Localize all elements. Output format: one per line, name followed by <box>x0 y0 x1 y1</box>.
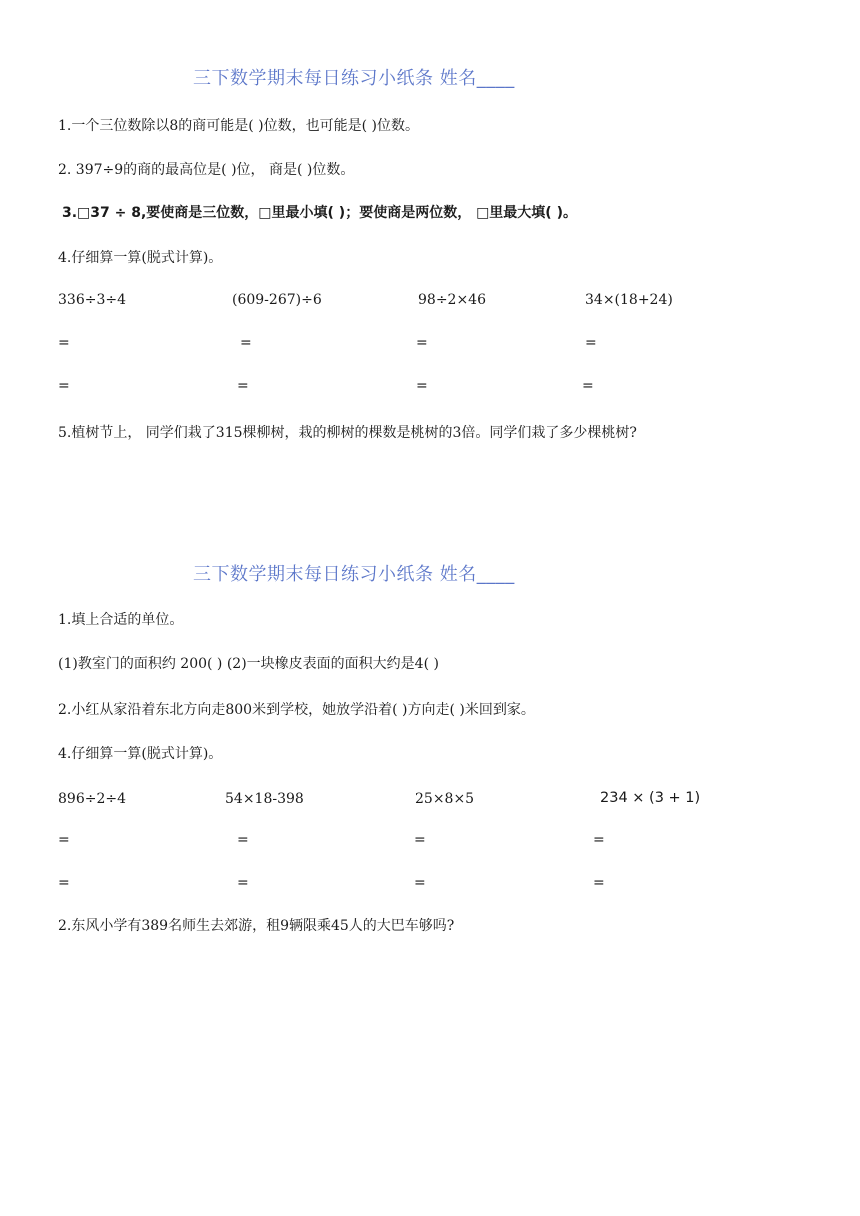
sheet1-equals-r1c3: = <box>416 335 428 351</box>
sheet2-calc-4: 234 × (3 + 1) <box>600 790 701 806</box>
sheet2-question-2: 2.小红从家沿着东北方向走800米到学校，她放学沿着( )方向走( )米回到家。 <box>58 702 535 718</box>
sheet1-equals-r2c4: = <box>582 378 594 394</box>
sheet2-equals-r1c4: = <box>593 832 605 848</box>
sheet2-calc-2: 54×18-398 <box>225 791 304 807</box>
sheet1-equals-r1c1: = <box>58 335 70 351</box>
sheet2-equals-r1c2: = <box>237 832 249 848</box>
sheet1-calc-2: (609-267)÷6 <box>232 292 322 308</box>
sheet1-title: 三下数学期末每日练习小纸条 姓名____ <box>193 68 515 89</box>
sheet2-equals-r1c1: = <box>58 832 70 848</box>
sheet2-equals-r1c3: = <box>414 832 426 848</box>
sheet2-question-5: 2.东风小学有389名师生去郊游，租9辆限乘45人的大巴车够吗? <box>58 918 455 934</box>
sheet2-calc-3: 25×8×5 <box>415 791 475 807</box>
sheet1-calc-4: 34×(18+24) <box>585 292 673 308</box>
sheet2-equals-r2c3: = <box>414 875 426 891</box>
sheet1-calc-1: 336÷3÷4 <box>58 292 126 308</box>
sheet1-equals-r2c3: = <box>416 378 428 394</box>
sheet2-question-4: 4.仔细算一算(脱式计算)。 <box>58 746 223 762</box>
sheet1-equals-r2c1: = <box>58 378 70 394</box>
sheet1-question-1: 1.一个三位数除以8的商可能是( )位数，也可能是( )位数。 <box>58 118 420 134</box>
sheet1-question-5: 5.植树节上， 同学们栽了315棵柳树，栽的柳树的棵数是桃树的3倍。同学们栽了多少棵桃树? <box>58 425 637 441</box>
sheet1-question-3: 3.□37 ÷ 8,要使商是三位数，□里最小填( )；要使商是两位数， □里最大填( )。 <box>62 205 577 221</box>
sheet1-question-4: 4.仔细算一算(脱式计算)。 <box>58 250 223 266</box>
sheet2-equals-r2c1: = <box>58 875 70 891</box>
sheet2-title: 三下数学期末每日练习小纸条 姓名____ <box>193 564 515 585</box>
sheet1-equals-r1c4: = <box>585 335 597 351</box>
sheet1-equals-r1c2: = <box>240 335 252 351</box>
sheet2-question-1: 1.填上合适的单位。 <box>58 612 184 628</box>
sheet1-question-2: 2. 397÷9的商的最高位是( )位， 商是( )位数。 <box>58 162 355 178</box>
sheet1-equals-r2c2: = <box>237 378 249 394</box>
sheet2-question-1-sub: (1)教室门的面积约 200( ) (2)一块橡皮表面的面积大约是4( ) <box>58 656 439 672</box>
sheet2-equals-r2c4: = <box>593 875 605 891</box>
sheet2-equals-r2c2: = <box>237 875 249 891</box>
sheet2-calc-1: 896÷2÷4 <box>58 791 126 807</box>
sheet1-calc-3: 98÷2×46 <box>418 292 486 308</box>
